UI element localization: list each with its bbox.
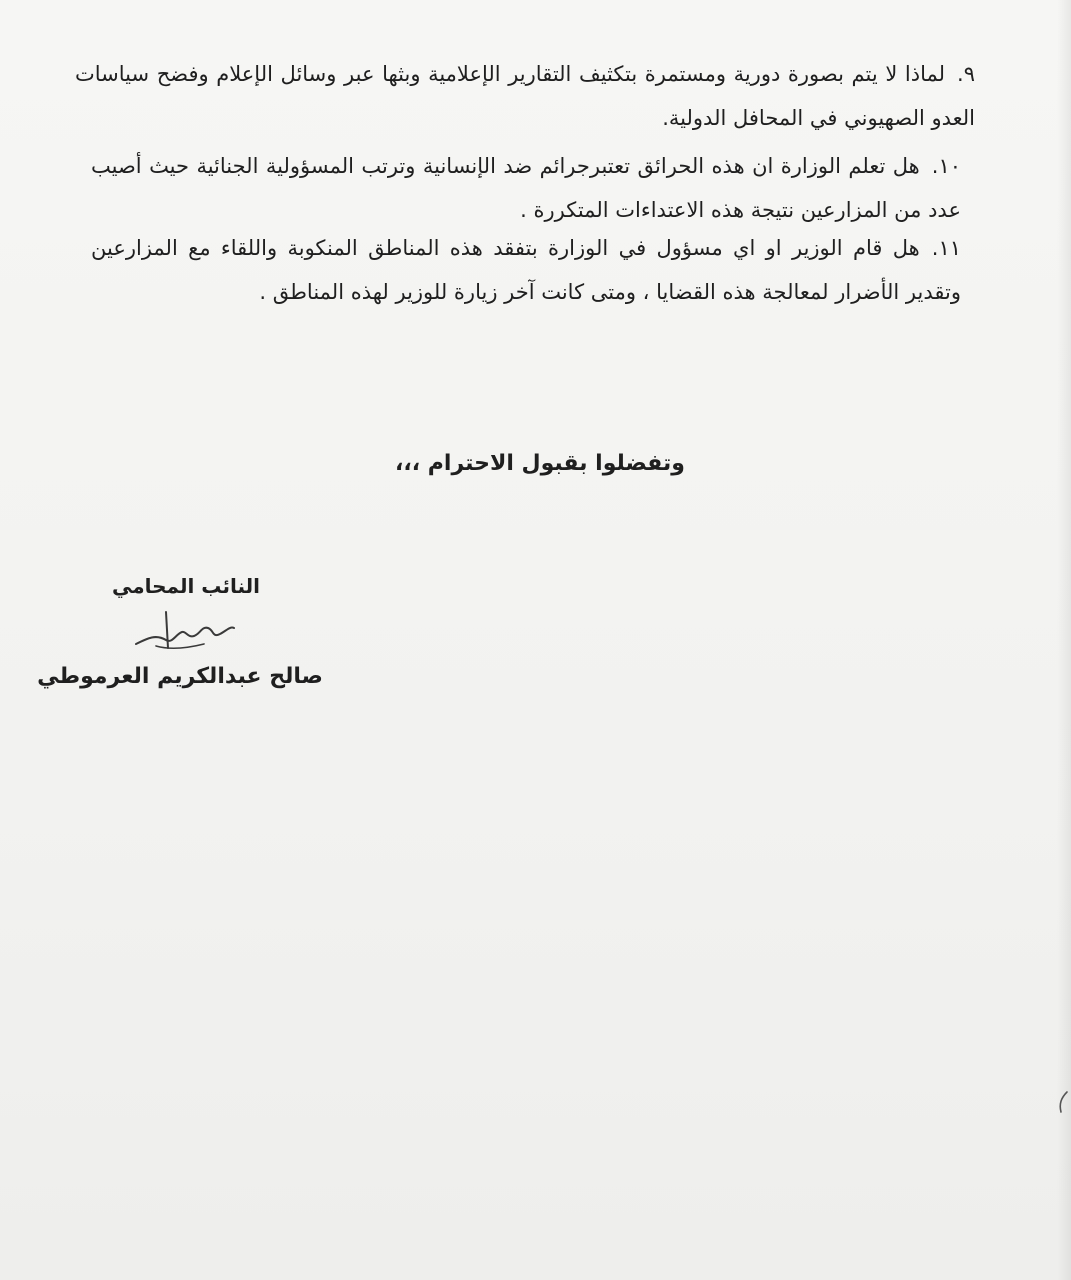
- question-text: هل تعلم الوزارة ان هذه الحرائق تعتبرجرائم ضد الإنسانية وترتب المسؤولية الجنائية حيث أصيب عدد من المزارعين نتيجة هذه الاعتداءات المتكررة .: [91, 154, 961, 222]
- question-text: هل قام الوزير او اي مسؤول في الوزارة بتفقد هذه المناطق المنكوبة واللقاء مع المزارعين وتقدير الأضرار لمعالجة هذه القضايا ، ومتى كانت آخر زيارة للوزير لهذه المناطق .: [91, 236, 961, 304]
- question-item-9: [75, 52, 975, 140]
- question-number: ١١.: [931, 236, 961, 260]
- question-item-10: [91, 144, 961, 232]
- page-edge-shadow: [1057, 0, 1071, 1280]
- question-number: ١٠.: [931, 154, 961, 178]
- margin-mark: [1055, 1090, 1069, 1114]
- question-number: ٩.: [957, 62, 975, 86]
- signatory-name: صالح عبدالكريم العرموطي: [37, 664, 323, 689]
- closing-salutation: وتفضلوا بقبول الاحترام ،،،: [395, 451, 685, 476]
- question-text: لماذا لا يتم بصورة دورية ومستمرة بتكثيف التقارير الإعلامية وبثها عبر وسائل الإعلام وفضح سياسات العدو الصهيوني في المحافل الدولية.: [75, 62, 975, 130]
- handwritten-signature: [126, 604, 246, 658]
- question-item-11: [91, 226, 961, 314]
- signatory-title: النائب المحامي: [112, 574, 260, 598]
